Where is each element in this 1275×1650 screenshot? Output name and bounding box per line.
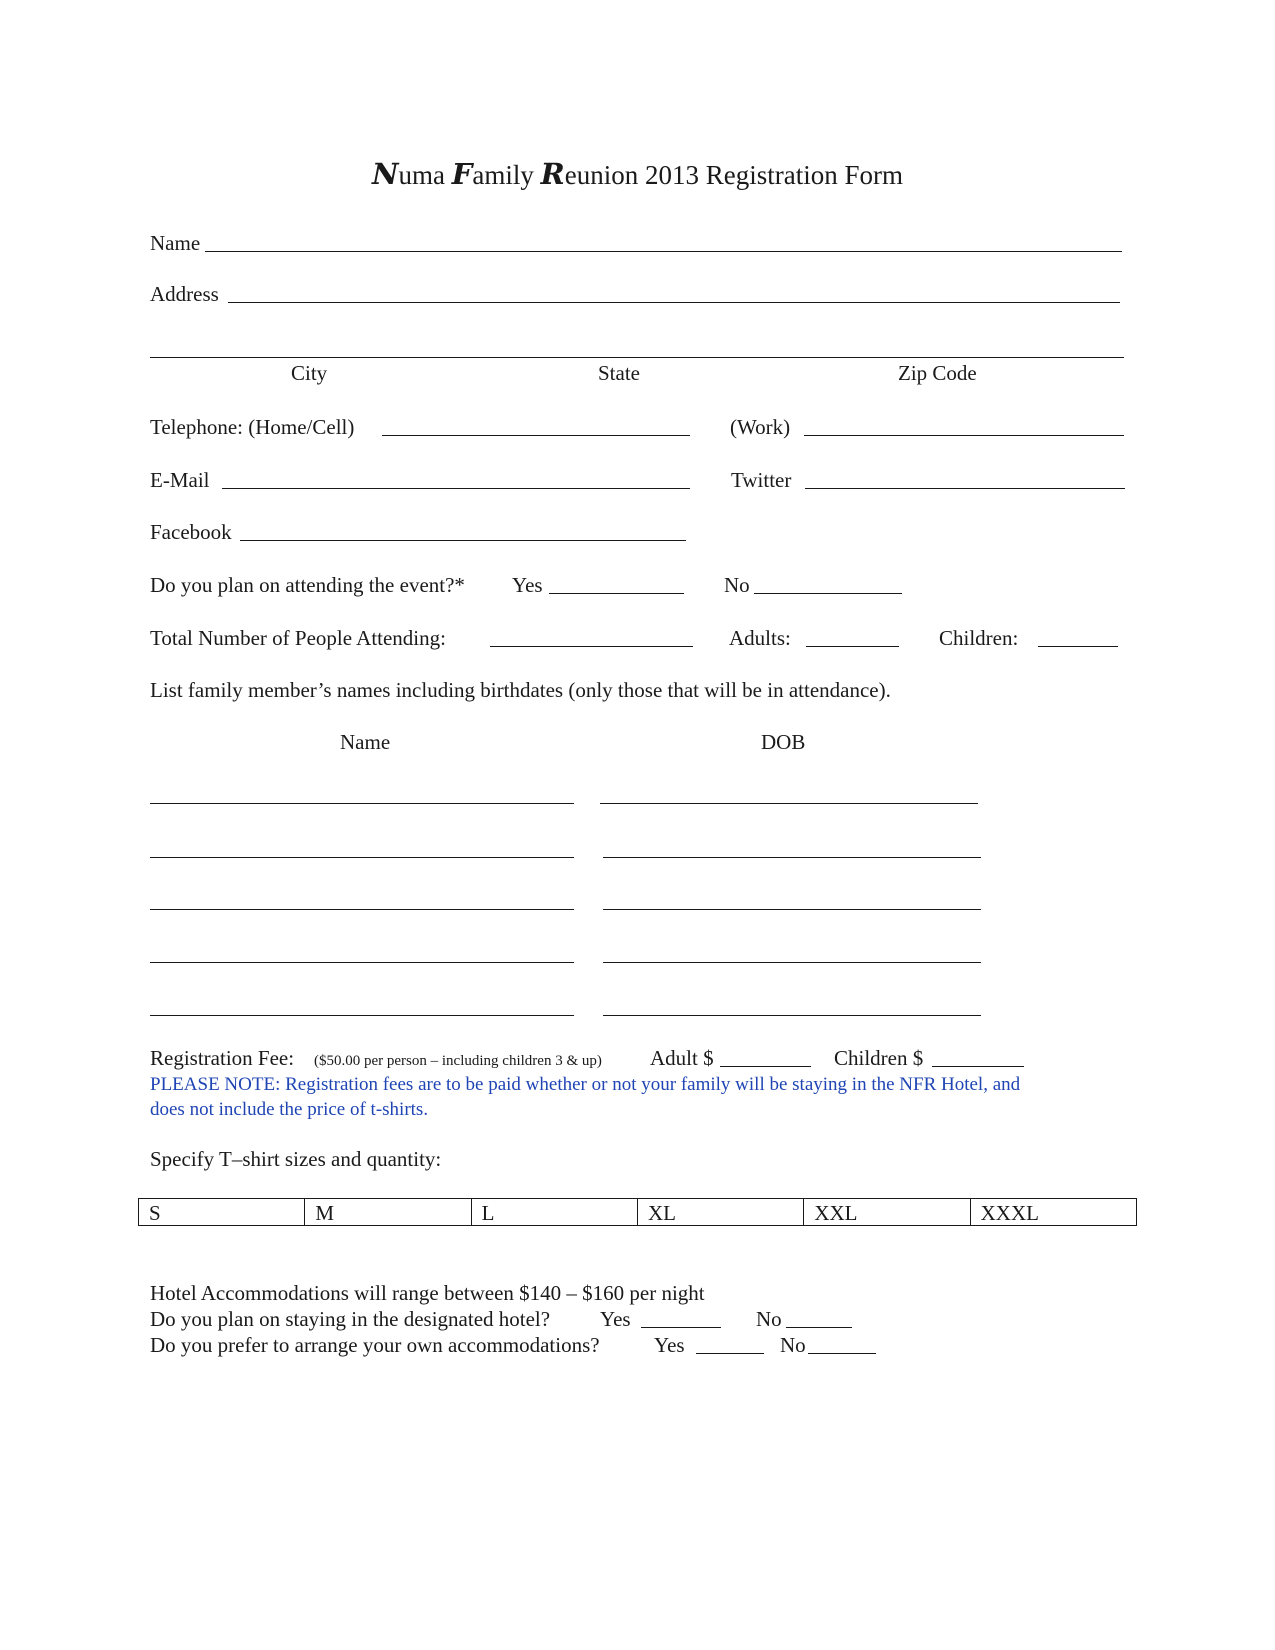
- family-name-field-2[interactable]: [150, 857, 574, 858]
- twitter-label: Twitter: [731, 468, 792, 492]
- state-label: State: [598, 361, 640, 385]
- family-name-header: Name: [340, 730, 391, 754]
- tshirt-size-l[interactable]: L: [471, 1199, 637, 1226]
- hotel-stay-no-label: No: [756, 1307, 782, 1331]
- family-name-field-4[interactable]: [150, 962, 574, 963]
- tshirt-size-s[interactable]: S: [139, 1199, 305, 1226]
- hotel-own-question: Do you prefer to arrange your own accommodations?: [150, 1333, 600, 1357]
- work-label: (Work): [730, 415, 791, 439]
- adults-count-field[interactable]: [806, 646, 899, 647]
- fee-adult-label: Adult $: [650, 1046, 714, 1070]
- title-initial-f: F: [451, 157, 473, 191]
- city-label: City: [291, 361, 328, 385]
- telephone-label: Telephone: (Home/Cell): [150, 415, 355, 439]
- telephone-work-field[interactable]: [804, 435, 1124, 436]
- title-initial-n: N: [372, 157, 399, 191]
- address-field[interactable]: [228, 302, 1120, 303]
- hotel-range-text: Hotel Accommodations will range between $140 – $160 per night: [150, 1281, 705, 1305]
- total-attending-field[interactable]: [490, 646, 693, 647]
- adults-label: Adults:: [729, 626, 791, 650]
- family-dob-header: DOB: [761, 730, 806, 754]
- tshirt-size-xxxl[interactable]: XXXL: [970, 1199, 1136, 1226]
- facebook-label: Facebook: [150, 520, 232, 544]
- registration-fee-detail: ($50.00 per person – including children 3 & up): [314, 1053, 602, 1069]
- attending-no-field[interactable]: [754, 593, 902, 594]
- fee-note-line-2: does not include the price of t-shirts.: [150, 1099, 429, 1120]
- address-label: Address: [150, 282, 219, 306]
- hotel-stay-question: Do you plan on staying in the designated hotel?: [150, 1307, 551, 1331]
- title-part-2: amily: [472, 160, 541, 190]
- twitter-field[interactable]: [805, 488, 1125, 489]
- children-label: Children:: [939, 626, 1019, 650]
- family-dob-field-5[interactable]: [603, 1015, 981, 1016]
- attending-yes-field[interactable]: [549, 593, 684, 594]
- email-field[interactable]: [222, 488, 690, 489]
- zip-code-label: Zip Code: [898, 361, 977, 385]
- family-dob-field-1[interactable]: [600, 803, 978, 804]
- hotel-own-yes-field[interactable]: [696, 1353, 764, 1354]
- family-name-field-1[interactable]: [150, 803, 574, 804]
- name-field[interactable]: [205, 251, 1122, 252]
- attending-question: Do you plan on attending the event?*: [150, 573, 465, 597]
- title-part-1: uma: [398, 160, 452, 190]
- children-count-field[interactable]: [1038, 646, 1118, 647]
- tshirt-size-m[interactable]: M: [305, 1199, 471, 1226]
- telephone-home-field[interactable]: [382, 435, 690, 436]
- tshirt-size-xl[interactable]: XL: [637, 1199, 803, 1226]
- hotel-own-no-field[interactable]: [808, 1353, 876, 1354]
- form-title: [0, 157, 1275, 191]
- tshirt-size-table: [138, 1198, 1137, 1226]
- name-label: Name: [150, 231, 201, 255]
- fee-children-label: Children $: [834, 1046, 924, 1070]
- family-instruction: List family member’s names including birthdates (only those that will be in attendance).: [150, 678, 891, 702]
- address-line-2-field[interactable]: [150, 357, 1124, 358]
- registration-fee-label: Registration Fee:: [150, 1046, 295, 1070]
- tshirt-label: Specify T–shirt sizes and quantity:: [150, 1147, 442, 1171]
- title-part-3: eunion 2013 Registration Form: [564, 160, 903, 190]
- family-dob-field-4[interactable]: [603, 962, 981, 963]
- hotel-stay-no-field[interactable]: [786, 1327, 852, 1328]
- title-initial-r: R: [540, 157, 565, 191]
- hotel-own-no-label: No: [780, 1333, 806, 1357]
- total-attending-label: Total Number of People Attending:: [150, 626, 446, 650]
- fee-adult-field[interactable]: [720, 1066, 811, 1067]
- email-label: E-Mail: [150, 468, 210, 492]
- family-dob-field-3[interactable]: [603, 909, 981, 910]
- hotel-stay-yes-field[interactable]: [641, 1327, 721, 1328]
- family-name-field-3[interactable]: [150, 909, 574, 910]
- facebook-field[interactable]: [240, 540, 686, 541]
- tshirt-size-xxl[interactable]: XXL: [804, 1199, 970, 1226]
- fee-note-line-1: PLEASE NOTE: Registration fees are to be paid whether or not your family will be staying in the NFR Hotel, and: [150, 1074, 1021, 1095]
- attending-no-label: No: [724, 573, 750, 597]
- family-name-field-5[interactable]: [150, 1015, 574, 1016]
- family-dob-field-2[interactable]: [603, 857, 981, 858]
- fee-children-field[interactable]: [932, 1066, 1024, 1067]
- attending-yes-label: Yes: [512, 573, 543, 597]
- hotel-own-yes-label: Yes: [654, 1333, 685, 1357]
- hotel-stay-yes-label: Yes: [600, 1307, 631, 1331]
